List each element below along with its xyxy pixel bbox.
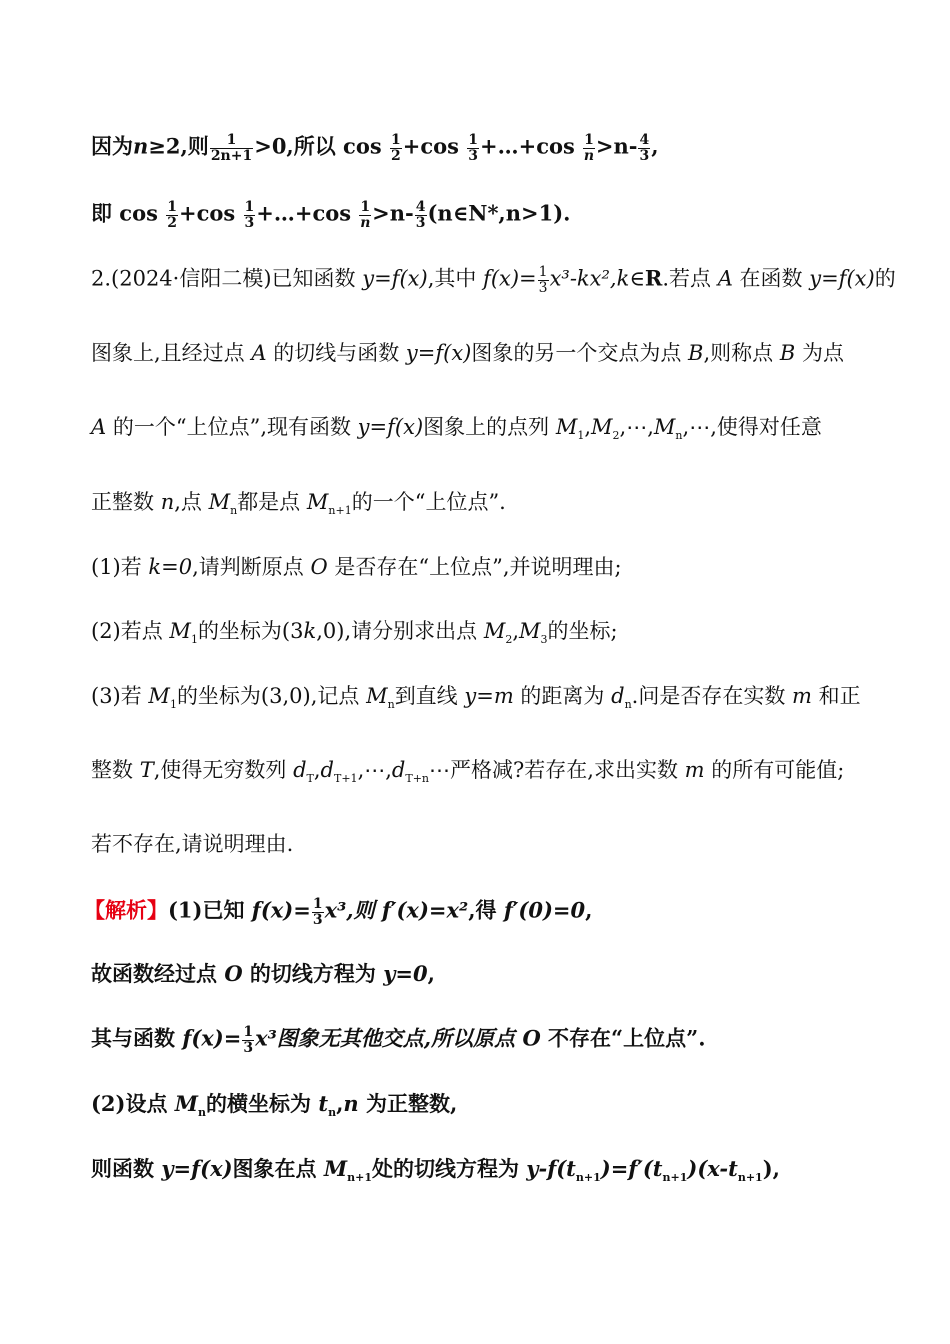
fraction — [583, 133, 595, 163]
text: 的距离为 — [513, 684, 612, 708]
math: y-f(t — [526, 1156, 576, 1181]
numerator: 1 — [243, 1024, 254, 1040]
subscript: n+1 — [575, 1171, 601, 1185]
math: m — [684, 758, 705, 782]
numerator: 1 — [538, 264, 548, 280]
subscript: n+1 — [662, 1171, 688, 1185]
denominator: 2 — [167, 214, 177, 231]
text: 则函数 — [91, 1156, 162, 1181]
fraction — [538, 265, 549, 295]
solution-line-2 — [91, 963, 435, 984]
text: 的横坐标为 — [206, 1091, 319, 1116]
question-1 — [91, 557, 622, 578]
fraction — [244, 200, 256, 230]
text: , — [584, 415, 592, 439]
subscript: n — [328, 1106, 337, 1120]
text: ,则称点 — [703, 341, 780, 365]
denominator: 2 — [390, 147, 401, 164]
text: 为正整数, — [358, 1091, 458, 1116]
text: , — [651, 133, 659, 159]
text: 都是点 — [237, 490, 307, 514]
text: 为点 — [795, 341, 844, 365]
problem-line-4 — [91, 492, 506, 516]
text: 不存在“上位点”. — [540, 1025, 706, 1051]
problem-line-1 — [91, 265, 896, 295]
subscript: n+1 — [328, 504, 352, 518]
math: O — [522, 1025, 541, 1051]
math: M — [323, 1156, 348, 1181]
denominator: 3 — [538, 279, 548, 296]
question-2 — [91, 621, 618, 645]
text: 图象上的点列 — [423, 415, 556, 439]
text: 的所有可能值; — [704, 758, 845, 782]
math: O — [310, 555, 328, 579]
text: (n∈N*,n>1). — [427, 200, 571, 226]
text: 处的切线方程为 — [371, 1156, 527, 1181]
question-3-line-1 — [91, 686, 861, 710]
text: 严格减?若存在,求出实数 — [450, 758, 685, 782]
numerator: 4 — [639, 132, 650, 148]
math: M — [174, 1091, 199, 1116]
text: 其与函数 — [91, 1025, 183, 1051]
fraction — [467, 133, 479, 163]
subscript: 1 — [577, 429, 585, 443]
math: )=f′(t — [600, 1156, 663, 1181]
math: y=f(x) — [161, 1156, 233, 1181]
text: 的坐标为(3 — [197, 619, 304, 643]
text: .若点 — [662, 266, 718, 291]
numerator: 1 — [390, 132, 401, 148]
text: (1)已知 — [168, 897, 252, 923]
subscript: T+n — [405, 772, 430, 786]
math: d — [391, 758, 406, 782]
solution-line-5 — [91, 1158, 780, 1183]
subscript: n — [675, 429, 683, 443]
text: ), — [762, 1156, 780, 1181]
subscript: n+1 — [737, 1171, 763, 1185]
fraction — [415, 200, 427, 230]
subscript: n — [624, 698, 632, 712]
math: R — [644, 265, 663, 291]
denominator: 2n+1 — [210, 147, 253, 164]
text: ≥2,则 — [148, 133, 209, 159]
math: M — [148, 684, 170, 708]
math: B — [688, 341, 704, 365]
math: t — [318, 1091, 329, 1116]
text: 和正 — [811, 684, 861, 708]
math: n — [160, 490, 175, 514]
text: , — [427, 961, 435, 986]
var-n: n — [133, 133, 149, 159]
text: 即 cos — [91, 200, 166, 226]
solution-tag: 【解析】 — [84, 897, 168, 923]
text: +…+cos — [480, 133, 583, 159]
math: k — [303, 619, 317, 643]
text: 因为 — [91, 133, 133, 159]
math: )(x-t — [687, 1156, 738, 1181]
math: M — [653, 415, 676, 439]
text: (3)若 — [91, 684, 149, 708]
math: T — [139, 758, 154, 782]
subscript: T — [306, 772, 314, 786]
fraction — [242, 1025, 254, 1055]
text: 的坐标为(3,0),记点 — [176, 684, 367, 708]
math: m — [792, 684, 812, 708]
text: ,0),请分别求出点 — [316, 619, 484, 643]
math: y=f(x) — [809, 266, 875, 291]
text: 在函数 — [732, 266, 810, 291]
solution-line-3 — [91, 1025, 706, 1055]
math: f(x)= — [182, 1025, 242, 1051]
math: M — [519, 619, 541, 643]
text: >0,所以 cos — [254, 133, 389, 159]
denominator: 3 — [243, 1039, 254, 1056]
question-3-line-3 — [91, 834, 293, 855]
problem-line-2 — [91, 343, 844, 364]
text: ,其中 — [427, 266, 484, 291]
text: 的 — [874, 266, 896, 291]
text: 整数 — [91, 758, 140, 782]
math: A — [91, 415, 107, 439]
text: 若不存在,请说明理由. — [91, 832, 294, 856]
numerator: 1 — [244, 199, 255, 215]
denominator: n — [583, 147, 595, 164]
math: A — [717, 266, 733, 291]
text: 图象在点 — [232, 1156, 324, 1181]
denominator: 3 — [415, 214, 426, 231]
math: M — [306, 490, 329, 514]
text: ,点 — [174, 490, 209, 514]
numerator: 1 — [584, 132, 594, 148]
subscript: n — [387, 698, 395, 712]
numerator: 1 — [312, 896, 323, 912]
text: , — [585, 897, 593, 923]
text: 是否存在“上位点”,并说明理由; — [327, 555, 622, 579]
subscript: n+1 — [347, 1171, 372, 1185]
fraction — [638, 133, 650, 163]
math: M — [366, 684, 388, 708]
subscript: 3 — [540, 633, 548, 647]
denominator: 3 — [639, 147, 650, 164]
math: M — [483, 619, 506, 643]
text: (2)若点 — [91, 619, 170, 643]
text: ,⋯, — [357, 758, 392, 782]
text: (2)设点 — [91, 1091, 175, 1116]
math: y=f(x) — [405, 341, 472, 365]
subscript: 1 — [190, 633, 198, 647]
numerator: 1 — [167, 199, 177, 215]
math: x³,则 — [324, 897, 382, 923]
text: 到直线 — [394, 684, 465, 708]
math: M — [591, 415, 613, 439]
subscript: T+1 — [334, 772, 358, 786]
subscript: 1 — [169, 698, 177, 712]
text: , — [512, 619, 520, 643]
numerator: 1 — [468, 132, 479, 148]
math: O — [224, 961, 243, 986]
question-3-line-2 — [91, 760, 844, 784]
fraction — [166, 200, 178, 230]
prev-line-2 — [91, 200, 570, 230]
prev-line-1 — [91, 133, 659, 163]
math: y=f(x) — [357, 415, 424, 439]
fraction — [210, 133, 253, 163]
math: x³图象无其他交点,所以原点 — [255, 1025, 523, 1051]
denominator: 3 — [312, 911, 323, 928]
text: 的切线方程为 — [242, 961, 384, 986]
subscript: n — [198, 1106, 207, 1120]
text: 图象上,且经过点 — [91, 341, 252, 365]
subscript: 2 — [612, 429, 620, 443]
solution-line-4 — [91, 1093, 457, 1118]
denominator: 3 — [244, 214, 255, 231]
subscript: n — [230, 504, 238, 518]
math: f(x)= — [251, 897, 311, 923]
text: .问是否存在实数 — [631, 684, 793, 708]
text: >n- — [372, 200, 414, 226]
text: +…+cos — [256, 200, 359, 226]
fraction — [359, 200, 371, 230]
math: B — [779, 341, 796, 365]
fraction — [312, 897, 324, 927]
fraction — [390, 133, 402, 163]
math: f(x)= — [483, 266, 537, 291]
math: d — [293, 758, 307, 782]
text: 的切线与函数 — [266, 341, 406, 365]
math: d — [611, 684, 625, 708]
text: , — [336, 1091, 344, 1116]
numerator: 1 — [360, 199, 371, 215]
math: y=0 — [383, 961, 428, 986]
text: 的一个“上位点”,现有函数 — [106, 415, 358, 439]
text: >n- — [595, 133, 638, 159]
text: +cos — [179, 200, 243, 226]
text: 的一个“上位点”. — [351, 490, 506, 514]
math: M — [208, 490, 231, 514]
text: 故函数经过点 — [91, 961, 225, 986]
denominator: n — [360, 214, 371, 231]
denominator: 3 — [468, 147, 479, 164]
numerator: 4 — [415, 199, 426, 215]
text: ,⋯, — [619, 415, 654, 439]
math: x³-kx²,k∈ — [549, 266, 645, 291]
text: 的坐标; — [547, 619, 618, 643]
text: ⋯ — [429, 758, 451, 782]
math: n — [343, 1091, 359, 1116]
math: y=f(x) — [362, 266, 428, 291]
math: A — [251, 341, 267, 365]
text: (1)若 — [91, 555, 149, 579]
text: +cos — [402, 133, 467, 159]
text: ,⋯ — [682, 415, 711, 439]
text: 2.(2024·信阳二模)已知函数 — [91, 266, 363, 291]
text: ,使得无穷数列 — [153, 758, 294, 782]
text: , — [313, 758, 321, 782]
text: ,得 — [468, 897, 504, 923]
math: d — [320, 758, 334, 782]
text: 图象的另一个交点为点 — [471, 341, 689, 365]
subscript: 2 — [505, 633, 513, 647]
text: ,请判断原点 — [192, 555, 311, 579]
math: f′(0)=0 — [503, 897, 586, 923]
numerator: 1 — [210, 133, 253, 149]
math: k=0 — [148, 555, 193, 579]
problem-line-3 — [91, 417, 822, 441]
solution-line-1 — [84, 897, 592, 927]
math: M — [555, 415, 578, 439]
text: 正整数 — [91, 490, 161, 514]
math: y=m — [464, 684, 514, 708]
text: ,使得对任意 — [710, 415, 822, 439]
math: M — [169, 619, 191, 643]
math: f′(x)=x² — [381, 897, 469, 923]
